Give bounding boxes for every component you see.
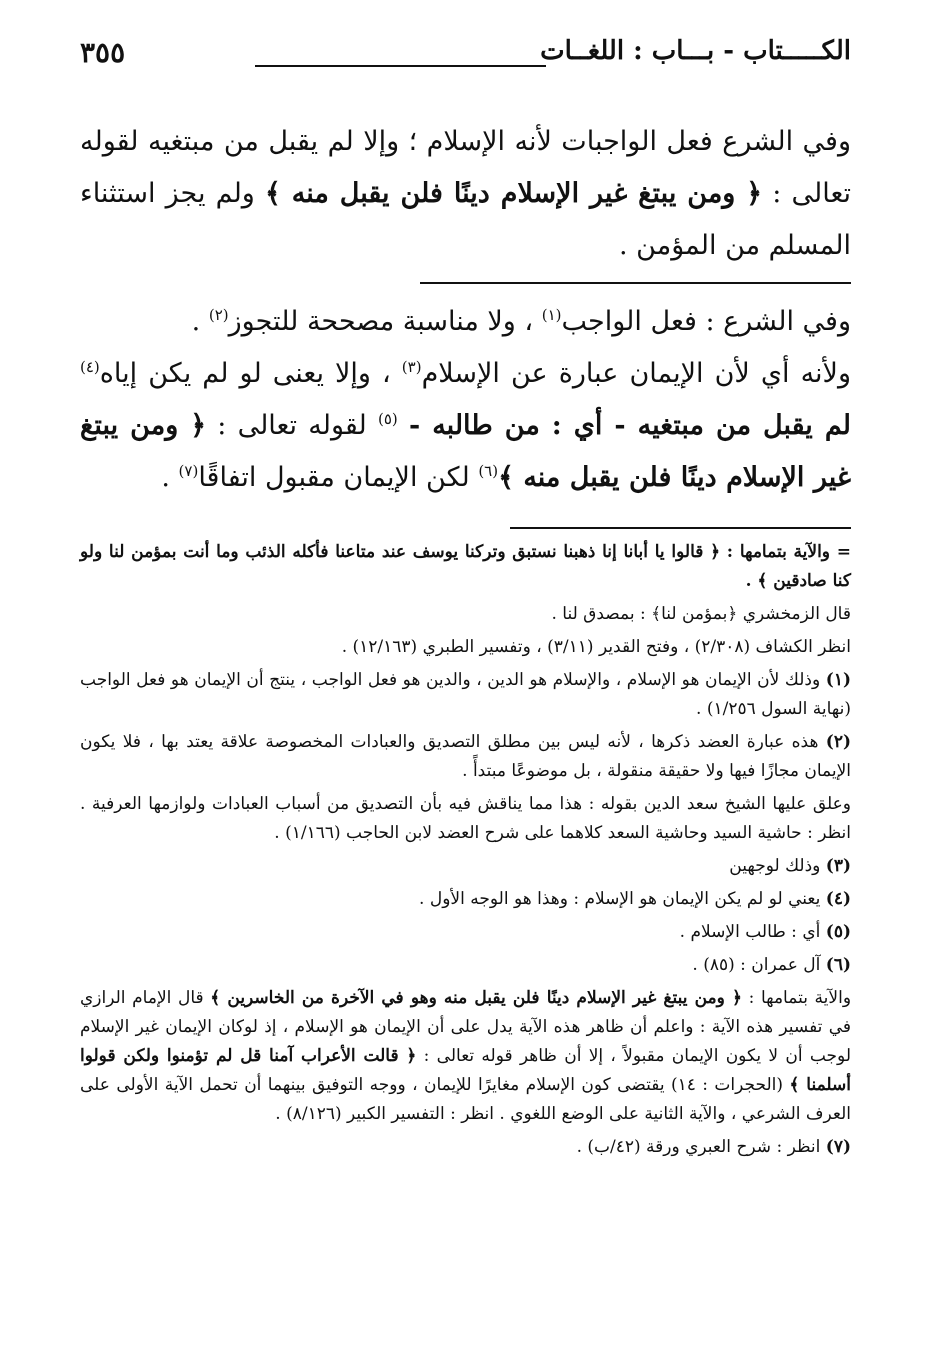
quran-verse: ﴿ ومن يبتغ غير الإسلام دينًا فلن يقبل منه ﴾ [80, 410, 851, 493]
footnote-continuation: انظر الكشاف (٢/٣٠٨) ، وفتح القدير (٣/١١) ، وتفسير الطبري (١٢/١٦٣) . [341, 637, 851, 657]
footnote-2-comment: وعلق عليها الشيخ سعد الدين بقوله : هذا مما يناقش فيه بأن التصديق من أسباب العبادات ولوازمها العرفية . انظر : حاشية السيد وحاشية السعد كلاهما على شرح العضد لابن الحاجب (١/١٦٦) . [80, 794, 851, 843]
quoted-line-3: المسلم من المؤمن . [619, 230, 851, 261]
page-header [80, 36, 851, 76]
footnote-text: وذلك لوجهين [729, 856, 821, 876]
footnote-marker: (١) [541, 306, 562, 324]
commentary-text: لكن الإيمان مقبول اتفاقًا [198, 462, 470, 493]
footnote-text: (الحجرات : ١٤) يقتضى كون الإسلام مغايرًا للإيمان ، ووجه التوفيق بينهما أن تحمل الآية الأولى على العرف الشرعي ، والآية الثانية على الوضع اللغوي . انظر : التفسير الكبير (٨/١٢٦) . [80, 1075, 851, 1124]
quran-verse: ﴿ قالت الأعراب آمنا قل لم تؤمنوا ولكن قولوا أسلمنا ﴾ [80, 1046, 851, 1095]
commentary-text: ، ولا مناسبة مصححة للتجوز [228, 306, 534, 337]
commentary-block [80, 296, 851, 504]
footnotes-divider [510, 527, 851, 529]
commentary-text: . [191, 306, 201, 337]
commentary-text: لقوله تعالى : [217, 410, 367, 441]
footnote-text: قال الإمام الرازي في تفسير هذه الآية : واعلم أن ظاهر هذه الآية يدل على أن الإيمان هو الإسلام ، إذ لوكان الإيمان غير الإسلام لوجب أن لا يكون الإيمان مقبولاً ، إلا أن ظاهر قوله تعالى : [80, 988, 851, 1066]
footnote-text: وذلك لأن الإيمان هو الإسلام ، والإسلام هو الدين ، والدين هو فعل الواجب ، ينتج أن الإيمان هو فعل الواجب (نهاية السول ١/٢٥٦) . [80, 670, 851, 719]
footnote-marker: (٧) [178, 462, 199, 480]
footnote-number: (٣) [825, 856, 851, 876]
footnote-marker: (٤) [80, 358, 100, 376]
footnote-6 [80, 951, 851, 980]
footnote-marker: (٦) [478, 462, 499, 480]
page-number: ٣٥٥ [80, 36, 126, 69]
footnote-2 [80, 728, 851, 786]
footnote-number: (٧) [825, 1137, 851, 1157]
footnote-text: يعني لو لم يكن الإيمان هو الإسلام : وهذا هو الوجه الأول . [419, 889, 821, 909]
footnote-number: (٤) [825, 889, 851, 909]
quoted-line-2a: لقوله تعالى : [80, 126, 851, 209]
quran-verse: ﴿ ومن يبتغ غير الإسلام دينًا فلن يقبل منه ﴾ [264, 178, 763, 209]
commentary-text: لم يقبل من مبتغيه - أي : من طالبه - [408, 410, 852, 441]
footnote-4 [80, 885, 851, 914]
commentary-text: وفي الشرع : فعل الواجب [561, 306, 851, 337]
footnote-text: انظر : شرح العبري ورقة (٤٢/ب) . [576, 1137, 821, 1157]
footnote-number: (٦) [825, 955, 851, 975]
footnote-1 [80, 666, 851, 724]
footnote-marker: (٣) [401, 358, 422, 376]
header-rule [255, 65, 546, 67]
footnote-text: والآية بتمامها : [748, 988, 852, 1008]
footnote-marker: (٢) [208, 306, 229, 324]
quoted-text-block [80, 116, 851, 272]
commentary-text: . [161, 462, 170, 493]
footnote-number: (٢) [825, 732, 851, 752]
footnote-text: هذه عبارة العضد ذكرها ، لأنه ليس بين مطلق التصديق والعبادات المخصوصة علاقة يعتد بها ، فلا يكون الإيمان مجازًا فيها ولا حقيقة منقولة ، بل موضوعًا مبتدأً . [80, 732, 851, 781]
quran-verse: ﴿ ومن يبتغ غير الإسلام دينًا فلن يقبل منه وهو في الآخرة من الخاسرين ﴾ [210, 988, 742, 1008]
footnote-3 [80, 852, 851, 881]
footnote-marker: (٥) [378, 410, 398, 428]
footnote-continuation: = والآية بتمامها : ﴿ قالوا يا أبانا إنا ذهبنا نستبق وتركنا يوسف عند متاعنا فأكله الذئب وما أنت بمؤمن لنا ولو كنا صادقين ﴾ . [80, 542, 851, 591]
commentary-paragraph-1 [80, 296, 851, 348]
footnote-number: (١) [825, 670, 851, 690]
footnotes [80, 538, 851, 1166]
footnote-text: آل عمران : (٨٥) . [692, 955, 821, 975]
running-title: الكـــــتاب - بـــاب : اللغــات [540, 36, 851, 66]
quoted-paragraph [80, 116, 851, 272]
quoted-line-2c: ولم يجز استثناء [80, 178, 255, 209]
footnote-text: أي : طالب الإسلام . [679, 922, 821, 942]
footnote-6-comment [80, 984, 851, 1129]
footnote-continuation: قال الزمخشري ﴿بمؤمن لنا﴾ : بمصدق لنا . [551, 604, 851, 624]
quoted-line-1: وفي الشرع فعل الواجبات لأنه الإسلام ؛ وإلا لم يقبل من مبتغيه [148, 126, 851, 157]
footnote-number: (٥) [825, 922, 851, 942]
commentary-text: ، وإلا يعنى لو لم يكن إياه [99, 358, 391, 389]
commentary-paragraph-2 [80, 348, 851, 504]
section-divider [420, 282, 851, 284]
commentary-text: ولأنه أي لأن الإيمان عبارة عن الإسلام [421, 358, 851, 389]
footnote-5 [80, 918, 851, 947]
footnote-7 [80, 1133, 851, 1162]
